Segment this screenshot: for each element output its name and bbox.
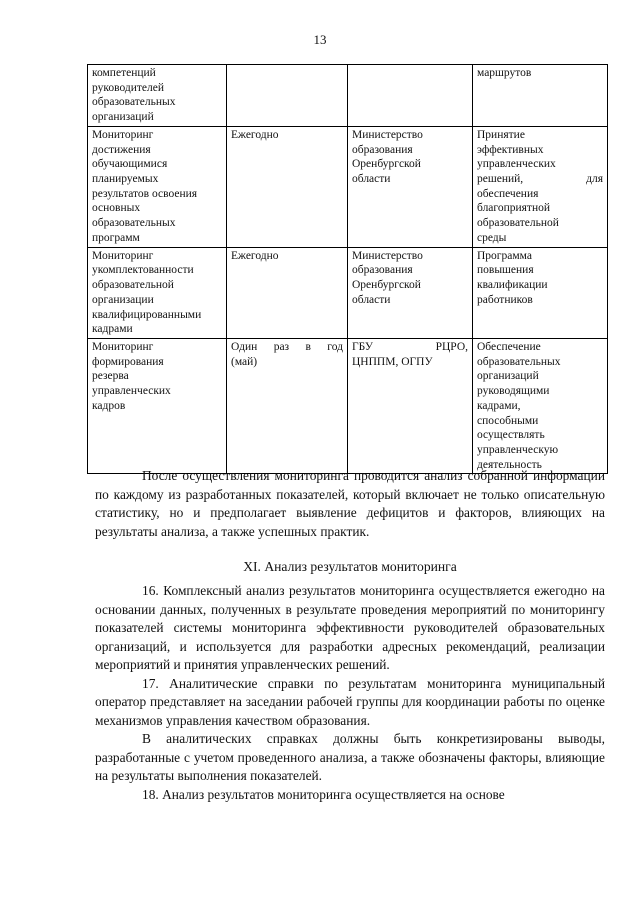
frequency-word: в bbox=[305, 340, 311, 353]
result-text-part: обеспечения благоприятной образовательной среды bbox=[477, 187, 559, 244]
table-cell-frequency: Ежегодно bbox=[227, 126, 348, 247]
section-heading: XI. Анализ результатов мониторинга bbox=[243, 559, 457, 574]
body-paragraph: 16. Комплексный анализ результатов мониторинга осуществляется ежегодно на основании данных, полученных в результате проведения мероприятий по мониторингу показателей системы мониторинга эффективности руководителей образовательных организаций, и используется для разработки адресных рекомендаций, реализации мероприятий и принятия управленческих решений. bbox=[95, 583, 605, 672]
table-cell-responsible: Министерство образования Оренбургской области bbox=[348, 247, 473, 338]
responsible-organizations: ЦНППМ, ОГПУ bbox=[352, 355, 433, 368]
result-text-part: Принятие эффективных управленческих bbox=[477, 128, 556, 171]
result-word: решений, bbox=[477, 173, 524, 186]
body-paragraph: 17. Аналитические справки по результатам мониторинга муниципальный оператор представляет на заседании рабочей группы для координации работы по оценке механизмов управления качеством образования. bbox=[95, 675, 605, 728]
section-body bbox=[95, 582, 605, 804]
body-paragraph: После осуществления мониторинга проводится анализ собранной информации по каждому из разработанных показателей, который включает не только описательную статистику, но и предполагает выявление дефицитов и факторов, влияющих на результаты анализа, а также успешных практик. bbox=[95, 468, 605, 539]
responsible-justified-line bbox=[352, 340, 468, 355]
table-cell-direction: Мониторинг достижения обучающимися планируемых результатов освоения основных образовательных программ bbox=[88, 126, 227, 247]
responsible-word: ГБУ bbox=[352, 340, 373, 353]
result-word: для bbox=[586, 173, 603, 186]
table-cell-result: маршрутов bbox=[473, 65, 608, 127]
frequency-word: Один bbox=[231, 340, 258, 353]
table-row bbox=[88, 126, 608, 247]
table-cell-result: Программа повышения квалификации работников bbox=[473, 247, 608, 338]
table-cell-responsible: Министерство образования Оренбургской области bbox=[348, 126, 473, 247]
table-cell-responsible bbox=[348, 65, 473, 127]
page-number: 13 bbox=[313, 32, 327, 47]
body-paragraph: 18. Анализ результатов мониторинга осуществляется на основе bbox=[142, 786, 505, 802]
frequency-word: раз bbox=[273, 340, 290, 353]
body-paragraph: В аналитических справках должны быть конкретизированы выводы, разработанные с учетом проведенного анализа, а также обозначены факторы, влияющие на результаты выполнения показателей. bbox=[95, 731, 605, 783]
table-row bbox=[88, 247, 608, 338]
table-cell-direction: компетенций руководителей образовательных организаций bbox=[88, 65, 227, 127]
frequency-month: (май) bbox=[231, 355, 258, 368]
paragraph-after-table bbox=[95, 467, 605, 541]
monitoring-table bbox=[87, 64, 608, 474]
frequency-justified-line bbox=[231, 340, 343, 355]
table-cell-frequency: Ежегодно bbox=[227, 247, 348, 338]
table-cell-frequency bbox=[227, 338, 348, 473]
table-cell-result bbox=[473, 126, 608, 247]
responsible-word: РЦРО, bbox=[435, 340, 468, 353]
table-cell-frequency bbox=[227, 65, 348, 127]
table-cell-direction: Мониторинг укомплектованности образовательной организации квалифицированными кадрами bbox=[88, 247, 227, 338]
table-cell-responsible bbox=[348, 338, 473, 473]
table-cell-direction: Мониторинг формирования резерва управленческих кадров bbox=[88, 338, 227, 473]
result-justified-line bbox=[477, 172, 603, 187]
table-row bbox=[88, 338, 608, 473]
frequency-word: год bbox=[327, 340, 343, 353]
table-row bbox=[88, 65, 608, 127]
table-cell-result: Обеспечение образовательных организаций руководящими кадрами, способными осуществлять управленческую деятельность bbox=[473, 338, 608, 473]
